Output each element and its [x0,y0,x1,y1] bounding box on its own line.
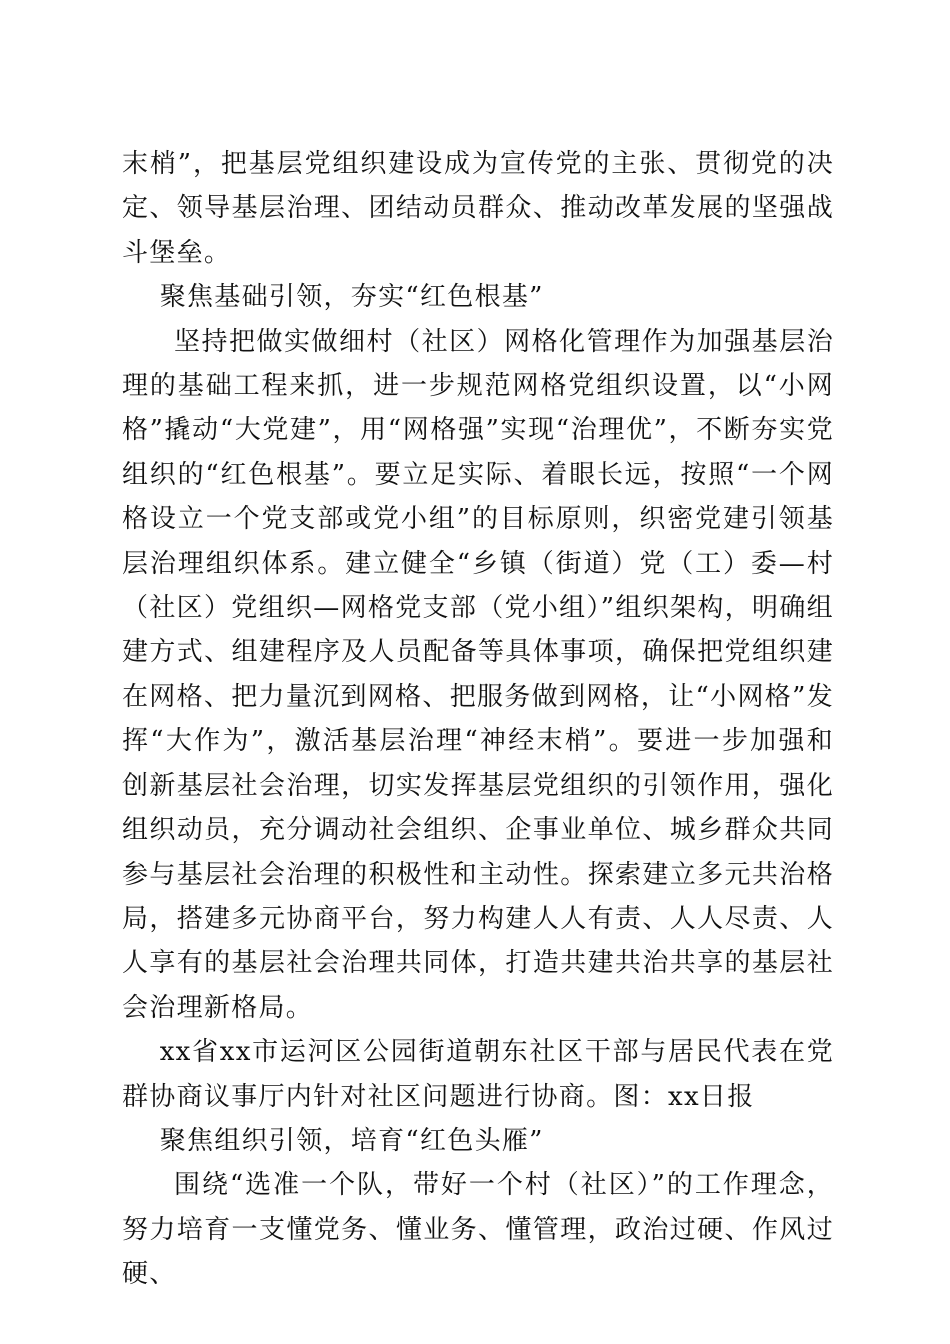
section-heading-organization: 聚焦组织引领，培育“红色头雁” [159,1125,544,1156]
photo-caption: xx省xx市运河区公园街道朝东社区干部与居民代表在党群协商议事厅内针对社区问题进行协商。图：xx日报 [122,1037,834,1112]
paragraph-grid-management: 坚持把做实做细村（社区）网格化管理作为加强基层治理的基础工程来抓，进一步规范网格党组织设置，以“小网格”撬动“大党建”，用“网格强”实现“治理优”，不断夯实党组织的“红色根基”。要立足实际、着眼长远，按照“一个网格设立一个党支部或党小组”的目标原则，织密党建引领基层治理组织体系。建立健全“乡镇（街道）党（工）委—村（社区）党组织—网格党支部（党小组）”组织架构，明确组建方式、组建程序及人员配备等具体事项，确保把党组织建在网格、把力量沉到网格、把服务做到网格，让“小网格”发挥“大作为”，激活基层治理“神经末梢”。要进一步加强和创新基层社会治理，切实发挥基层党组织的引领作用，强化组织动员，充分调动社会组织、企事业单位、城乡群众共同参与基层社会治理的积极性和主动性。探索建立多元共治格局，搭建多元协商平台，努力构建人人有责、人人尽责、人人享有的基层社会治理共同体，打造共建共治共享的基层社会治理新格局。 [122,326,834,1023]
document-body [122,142,834,1297]
section-heading-foundation: 聚焦基础引领，夯实“红色根基” [159,282,544,313]
paragraph-leadership: 围绕“选准一个队，带好一个村（社区）”的工作理念，努力培育一支懂党务、懂业务、懂管理，政治过硬、作风过硬、 [122,1170,834,1290]
paragraph-continuation: 末梢”，把基层党组织建设成为宣传党的主张、贯彻党的决定、领导基层治理、团结动员群众、推动改革发展的坚强战斗堡垒。 [122,149,834,268]
